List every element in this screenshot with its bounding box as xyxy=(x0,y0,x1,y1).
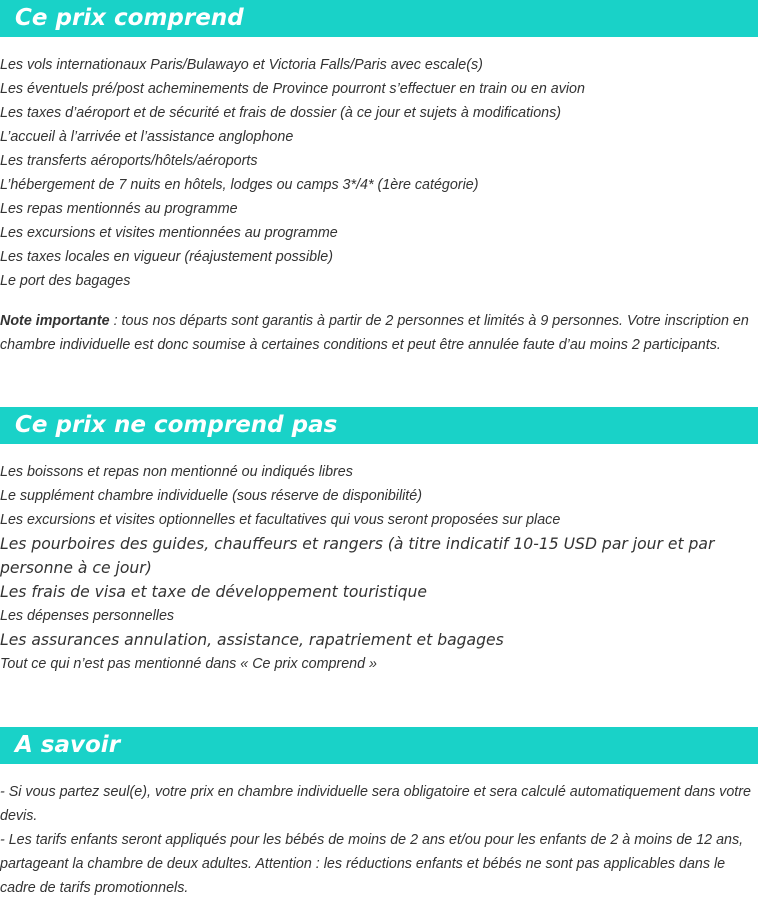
list-item: Les assurances annulation, assistance, rapatriement et bagages xyxy=(0,631,504,649)
list-item: Les taxes d’aéroport et de sécurité et frais de dossier (à ce jour et sujets à modifications) xyxy=(0,105,562,121)
list-item: Les taxes locales en vigueur (réajustement possible) xyxy=(0,249,333,265)
list-item: Les repas mentionnés au programme xyxy=(0,201,238,217)
section-title-includes: Ce prix comprend xyxy=(0,0,758,37)
list-item: Le port des bagages xyxy=(0,273,131,289)
list-item: Les vols internationaux Paris/Bulawayo et Victoria Falls/Paris avec escale(s) xyxy=(0,57,483,73)
excludes-list xyxy=(0,460,758,676)
important-note-label: Note importante xyxy=(0,313,110,329)
list-item: Les frais de visa et taxe de développement touristique xyxy=(0,583,427,601)
list-item: Les excursions et visites mentionnées au programme xyxy=(0,225,338,241)
list-item: L’hébergement de 7 nuits en hôtels, lodges ou camps 3*/4* (1ère catégorie) xyxy=(0,177,479,193)
info-paragraph-children-rates: - Les tarifs enfants seront appliqués pour les bébés de moins de 2 ans et/ou pour les enfants de 2 à moins de 12 ans, partageant la chambre de deux adultes. Attention : les réductions enfants et bébés ne sont pas applicables dans le cadre de tarifs promotionnels. xyxy=(0,832,744,896)
important-note xyxy=(0,309,758,357)
section-title-excludes: Ce prix ne comprend pas xyxy=(0,407,758,444)
list-item: L’accueil à l’arrivée et l’assistance anglophone xyxy=(0,129,294,145)
list-item: Les éventuels pré/post acheminements de Province pourront s’effectuer en train ou en avion xyxy=(0,81,585,97)
list-item: Les excursions et visites optionnelles et facultatives qui vous seront proposées sur place xyxy=(0,512,561,528)
includes-list xyxy=(0,53,758,293)
list-item: Les transferts aéroports/hôtels/aéroports xyxy=(0,153,258,169)
section-title-good-to-know: A savoir xyxy=(0,727,758,764)
list-item: Le supplément chambre individuelle (sous réserve de disponibilité) xyxy=(0,488,422,504)
list-item: Tout ce qui n’est pas mentionné dans « Ce prix comprend » xyxy=(0,656,377,672)
list-item: Les boissons et repas non mentionné ou indiqués libres xyxy=(0,464,353,480)
important-note-text: : tous nos départs sont garantis à partir de 2 personnes et limités à 9 personnes. Votre inscription en chambre individuelle est donc soumise à certaines conditions et peut être annulée faute d’au moins 2 participants. xyxy=(0,313,749,353)
info-paragraph-single-room: - Si vous partez seul(e), votre prix en chambre individuelle sera obligatoire et sera calculé automatiquement dans votre devis. xyxy=(0,784,751,824)
list-item: Les pourboires des guides, chauffeurs et rangers (à titre indicatif 10-15 USD par jour et par personne à ce jour) xyxy=(0,535,715,577)
list-item: Les dépenses personnelles xyxy=(0,608,175,624)
